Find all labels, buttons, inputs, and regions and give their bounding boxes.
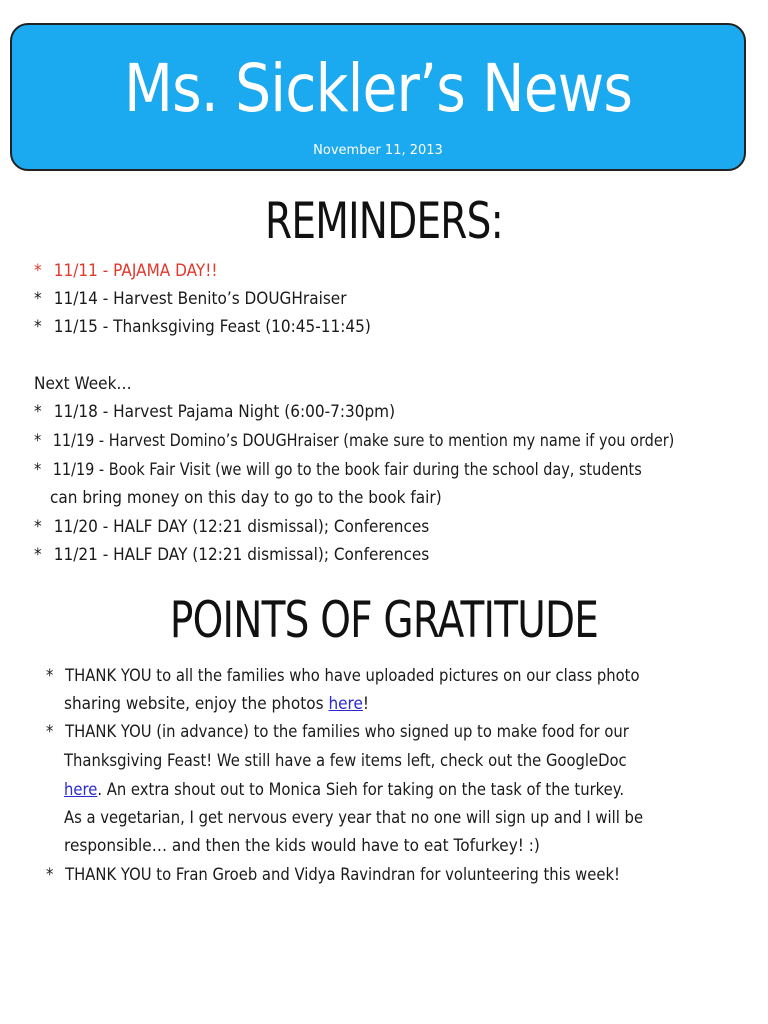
gratitude-item: * THANK YOU to all the families who have uploaded pictures on our class photo <box>46 662 640 690</box>
reminder-item: * 11/19 - Harvest Domino’s DOUGHraiser (make sure to mention my name if you order) <box>34 427 674 455</box>
bullet-star: * <box>34 402 42 422</box>
photos-link[interactable]: here <box>328 694 363 714</box>
bullet-star: * <box>34 545 42 565</box>
gratitude-item-continuation: Thanksgiving Feast! We still have a few items left, check out the GoogleDoc <box>64 751 627 771</box>
bullet-star: * <box>34 317 42 337</box>
reminder-item: * 11/20 - HALF DAY (12:21 dismissal); Conferences <box>34 513 429 541</box>
gratitude-item-continuation: sharing website, enjoy the photos here! <box>64 694 370 714</box>
reminder-item: * 11/19 - Book Fair Visit (we will go to the book fair during the school day, students <box>34 456 642 484</box>
bullet-star: * <box>46 722 54 742</box>
reminder-item: * 11/14 - Harvest Benito’s DOUGHraiser <box>34 285 347 313</box>
bullet-star: * <box>34 431 42 451</box>
gratitude-item: * THANK YOU to Fran Groeb and Vidya Ravindran for volunteering this week! <box>46 861 620 889</box>
gratitude-item-continuation: As a vegetarian, I get nervous every year that no one will sign up and I will be <box>64 808 644 828</box>
bullet-star: * <box>34 289 42 309</box>
gratitude-item: * THANK YOU (in advance) to the families who signed up to make food for our <box>46 718 629 746</box>
reminders-heading: REMINDERS: <box>265 192 503 250</box>
next-week-label: Next Week… <box>34 374 132 394</box>
reminder-item: * 11/18 - Harvest Pajama Night (6:00-7:30pm) <box>34 398 395 426</box>
googledoc-link[interactable]: here <box>64 780 98 800</box>
bullet-star: * <box>46 666 54 686</box>
bullet-star: * <box>34 517 42 537</box>
reminder-item: * 11/21 - HALF DAY (12:21 dismissal); Conferences <box>34 541 429 569</box>
reminder-item: * 11/15 - Thanksgiving Feast (10:45-11:45) <box>34 313 371 341</box>
gratitude-item-continuation: responsible… and then the kids would have to eat Tofurkey! :) <box>64 836 540 856</box>
header-banner <box>10 23 746 171</box>
bullet-star: * <box>46 865 54 885</box>
newsletter-title: Ms. Sickler’s News <box>123 50 633 127</box>
bullet-star: * <box>34 460 42 480</box>
gratitude-item-continuation: here. An extra shout out to Monica Sieh for taking on the task of the turkey. <box>64 780 625 800</box>
reminder-item: * 11/11 - PAJAMA DAY!! <box>34 257 218 285</box>
reminder-item-continuation: can bring money on this day to go to the book fair) <box>50 488 442 508</box>
newsletter-date: November 11, 2013 <box>313 143 443 158</box>
gratitude-heading: POINTS OF GRATITUDE <box>169 591 599 649</box>
bullet-star: * <box>34 261 42 281</box>
